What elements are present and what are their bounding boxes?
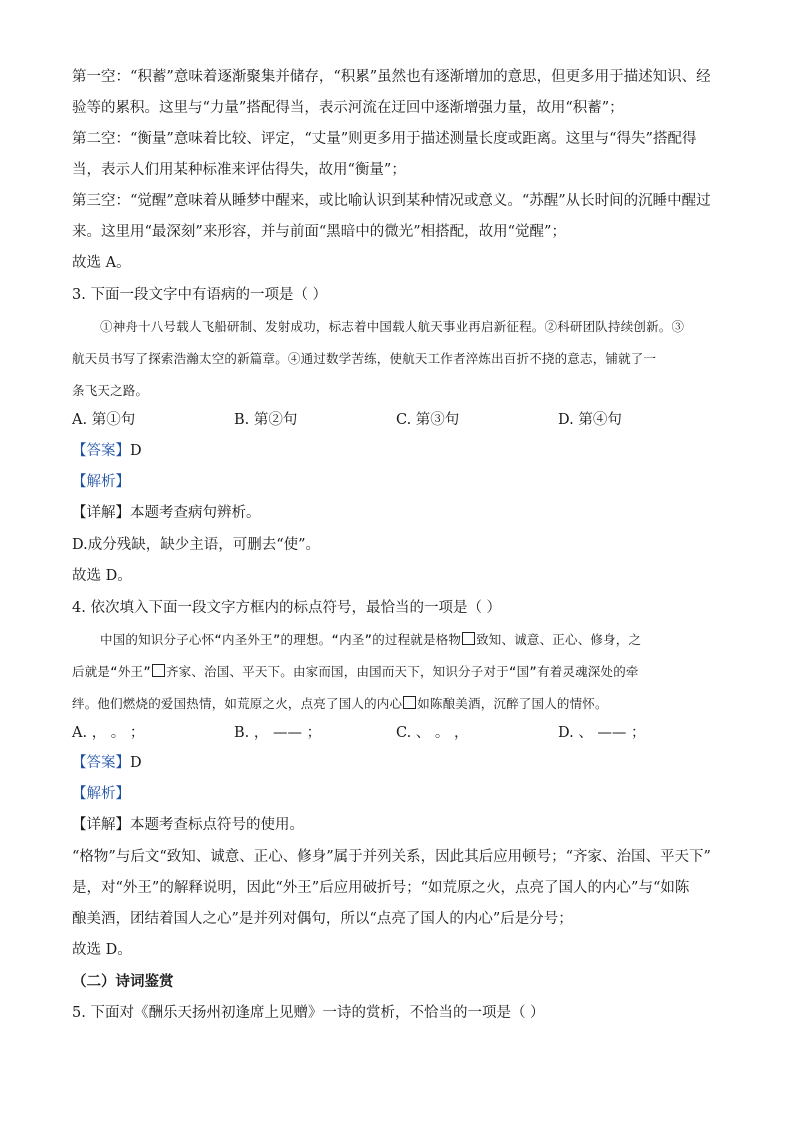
explain-line: 是，对“外王”的解释说明，因此“外王”后应用破折号；“如荒原之火，点亮了国人的内心”与“如陈: [72, 880, 690, 896]
passage-line: [100, 631, 641, 649]
explain-line: 酿美酒，团结着国人之心”是并列对偶句，所以“点亮了国人的内心”后是分号；: [72, 911, 573, 927]
analysis-tag: 【解析】: [72, 786, 130, 802]
explanation-line: 来。这里用“最深刻”来形容，并与前面“黑暗中的微光”相搭配，故用“觉醒”；: [72, 224, 566, 240]
explanation-line: 当，表示人们用某种标准来评估得失，故用“衡量”；: [72, 162, 406, 178]
blank-box-icon: [152, 664, 165, 677]
answer-line: [72, 441, 142, 461]
question-3-stem: 3. 下面一段文字中有语病的一项是（ ）: [72, 287, 328, 303]
option-c[interactable]: C. 、 。 ，: [396, 725, 469, 741]
answer-line: [72, 753, 142, 773]
passage-segment: 齐家、治国、平天下。由家而国，由国而天下，知识分子对于“国”有着灵魂深处的牵: [165, 664, 639, 679]
passage-line: 航天员书写了探索浩瀚太空的新篇章。④通过数学苦练，使航天工作者淬炼出百折不挠的意志，铺就了一: [72, 351, 657, 366]
detail-tag: 【详解】: [72, 505, 130, 521]
passage-segment: 后就是“外王”: [72, 664, 151, 679]
option-b[interactable]: B. 第②句: [234, 412, 298, 428]
passage-line: [72, 663, 639, 681]
blank-box-icon: [403, 696, 416, 709]
question-4-stem: 4. 依次填入下面一段文字方框内的标点符号，最恰当的一项是（ ）: [72, 600, 502, 616]
detail-line: [72, 503, 261, 523]
passage-line: [72, 695, 608, 713]
passage-segment: 如陈酿美酒，沉醉了国人的情怀。: [417, 696, 608, 711]
conclusion-line: 故选 A。: [72, 255, 131, 271]
passage-segment: 致知、诚意、正心、修身，之: [476, 632, 642, 647]
passage-segment: 中国的知识分子心怀“内圣外王”的理想。“内圣”的过程就是格物: [100, 632, 462, 647]
analysis-tag: 【解析】: [72, 474, 130, 490]
detail-line: [72, 815, 304, 835]
explanation-line: 第三空：“觉醒”意味着从睡梦中醒来，或比喻认识到某种情况或意义。“苏醒”从长时间的沉睡中醒过: [72, 193, 711, 209]
answer-value: D: [130, 755, 142, 771]
explanation-line: 验等的累积。这里与“力量”搭配得当，表示河流在迂回中逐渐增强力量，故用“积蓄”；: [72, 100, 624, 116]
passage-segment: 绊。他们燃烧的爱国热情，如荒原之火，点亮了国人的内心: [72, 696, 403, 711]
detail-text: 本题考查病句辨析。: [130, 505, 261, 521]
option-a[interactable]: A. 第①句: [72, 412, 136, 428]
explain-line: “格物”与后文“致知、诚意、正心、修身”属于并列关系，因此其后应用顿号；“齐家、治国、平天下”: [72, 849, 711, 865]
blank-box-icon: [462, 632, 475, 645]
conclusion-line: 故选 D。: [72, 568, 132, 584]
option-d[interactable]: D. 第④句: [558, 412, 622, 428]
passage-line: 条飞天之路。: [72, 383, 149, 398]
passage-line: ①神舟十八号载人飞船研制、发射成功，标志着中国载人航天事业再启新征程。②科研团队持续创新。③: [100, 319, 685, 334]
detail-text: 本题考查标点符号的使用。: [130, 817, 304, 833]
answer-tag: 【答案】: [72, 443, 130, 459]
conclusion-line: 故选 D。: [72, 942, 132, 958]
section-heading: （二）诗词鉴赏: [72, 973, 174, 990]
answer-value: D: [130, 443, 142, 459]
detail-tag: 【详解】: [72, 817, 130, 833]
option-d[interactable]: D. 、 —— ；: [558, 725, 646, 741]
option-c[interactable]: C. 第③句: [396, 412, 460, 428]
explanation-line: 第二空：“衡量”意味着比较、评定，“丈量”则更多用于描述测量长度或距离。这里与“得失”搭配得: [72, 131, 697, 147]
option-a[interactable]: A. ， 。 ；: [72, 725, 145, 741]
answer-tag: 【答案】: [72, 755, 130, 771]
option-b[interactable]: B. ， —— ；: [234, 725, 322, 741]
explain-line: D.成分残缺，缺少主语，可删去“使”。: [72, 537, 321, 553]
question-5-stem: 5. 下面对《酬乐天扬州初逢席上见赠》一诗的赏析，不恰当的一项是（ ）: [72, 1005, 545, 1021]
explanation-line: 第一空：“积蓄”意味着逐渐聚集并储存，“积累”虽然也有逐渐增加的意思，但更多用于描述知识、经: [72, 69, 711, 85]
